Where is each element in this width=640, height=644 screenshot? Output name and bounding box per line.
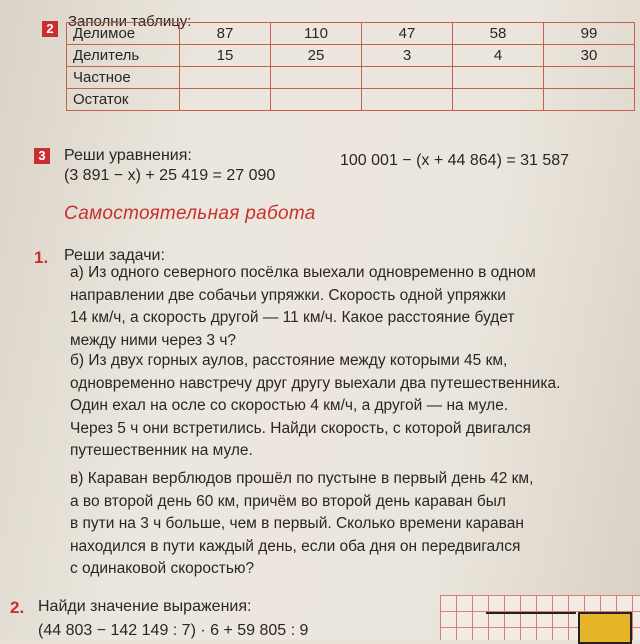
table-cell bbox=[180, 89, 271, 111]
table-cell: 87 bbox=[180, 23, 271, 45]
task-2-badge: 2 bbox=[42, 21, 58, 37]
problem-1b bbox=[70, 350, 640, 463]
problem-1b-line: Один ехал на осле со скоростью 4 км/ч, а другой — на муле. bbox=[70, 397, 509, 414]
problem-1c-line: с одинаковой скоростью? bbox=[70, 560, 255, 577]
equation-2: 100 001 − (x + 44 864) = 31 587 bbox=[340, 152, 570, 169]
table-row bbox=[67, 67, 635, 89]
drawing-line bbox=[486, 612, 576, 614]
problem-1c bbox=[70, 468, 640, 581]
problem-1c-line: в) Караван верблюдов прошёл по пустыне в первый день 42 км, bbox=[70, 470, 534, 487]
table-cell: 58 bbox=[453, 23, 544, 45]
problem-1b-line: Через 5 ч они встретились. Найди скорость, с которой двигался bbox=[70, 419, 531, 437]
table-cell: 3 bbox=[362, 45, 453, 67]
table-cell: 30 bbox=[544, 45, 635, 67]
table-cell bbox=[362, 89, 453, 111]
table-cell: 25 bbox=[271, 45, 362, 67]
problem-1a-line: а) Из одного северного посёлка выехали одновременно в одном bbox=[70, 264, 536, 281]
table-row-label: Делимое bbox=[67, 23, 180, 45]
problem-1c-line: а во второй день 60 км, причём во второй день караван был bbox=[70, 492, 506, 510]
problem-1-title: Реши задачи: bbox=[64, 247, 165, 264]
problem-1b-line: путешественник на муле. bbox=[70, 442, 253, 459]
table-cell: 15 bbox=[180, 45, 271, 67]
problem-1c-line: находился в пути каждый день, если оба дня он передвигался bbox=[70, 537, 521, 555]
table-cell bbox=[544, 67, 635, 89]
problem-1b-line: одновременно навстречу друг другу выехали два путешественника. bbox=[70, 374, 561, 392]
table-row bbox=[67, 45, 635, 67]
problem-1a bbox=[70, 262, 640, 352]
table-cell bbox=[453, 89, 544, 111]
table-cell bbox=[362, 67, 453, 89]
section-title: Самостоятельная работа bbox=[64, 203, 316, 224]
table-row bbox=[67, 89, 635, 111]
task-3-badge: 3 bbox=[34, 148, 50, 164]
problem-2-number: 2. bbox=[10, 598, 25, 617]
table-row-label: Частное bbox=[67, 67, 180, 89]
table-cell bbox=[271, 89, 362, 111]
problem-1a-line: 14 км/ч, а скорость другой — 11 км/ч. Какое расстояние будет bbox=[70, 309, 515, 326]
equation-1: (3 891 − x) + 25 419 = 27 090 bbox=[64, 167, 276, 184]
problem-1b-line: б) Из двух горных аулов, расстояние между которыми 45 км, bbox=[70, 352, 508, 369]
table-cell bbox=[180, 67, 271, 89]
table-cell: 99 bbox=[544, 23, 635, 45]
table-row bbox=[67, 23, 635, 45]
table-cell bbox=[271, 67, 362, 89]
problem-2-title: Найди значение выражения: bbox=[38, 598, 252, 615]
problem-1a-line: направлении две собачьи упряжки. Скорость одной упряжки bbox=[70, 286, 506, 304]
table-cell bbox=[453, 67, 544, 89]
problem-1-number: 1. bbox=[34, 248, 49, 267]
table-cell: 47 bbox=[362, 23, 453, 45]
table-row-label: Делитель bbox=[67, 45, 180, 67]
problem-1c-line: в пути на 3 ч больше, чем в первый. Сколько времени караван bbox=[70, 515, 524, 532]
task-3-title: Реши уравнения: bbox=[64, 147, 192, 164]
problem-2-expression: (44 803 − 142 149 : 7) · 6 + 59 805 : 9 bbox=[38, 622, 309, 639]
task-2-title: Заполни таблицу: bbox=[68, 13, 192, 30]
fill-table bbox=[66, 22, 635, 111]
yellow-figure-decoration bbox=[578, 612, 632, 644]
problem-1a-line: между ними через 3 ч? bbox=[70, 331, 237, 349]
table-cell: 110 bbox=[271, 23, 362, 45]
table-cell bbox=[544, 89, 635, 111]
table-cell: 4 bbox=[453, 45, 544, 67]
table-row-label: Остаток bbox=[67, 89, 180, 111]
